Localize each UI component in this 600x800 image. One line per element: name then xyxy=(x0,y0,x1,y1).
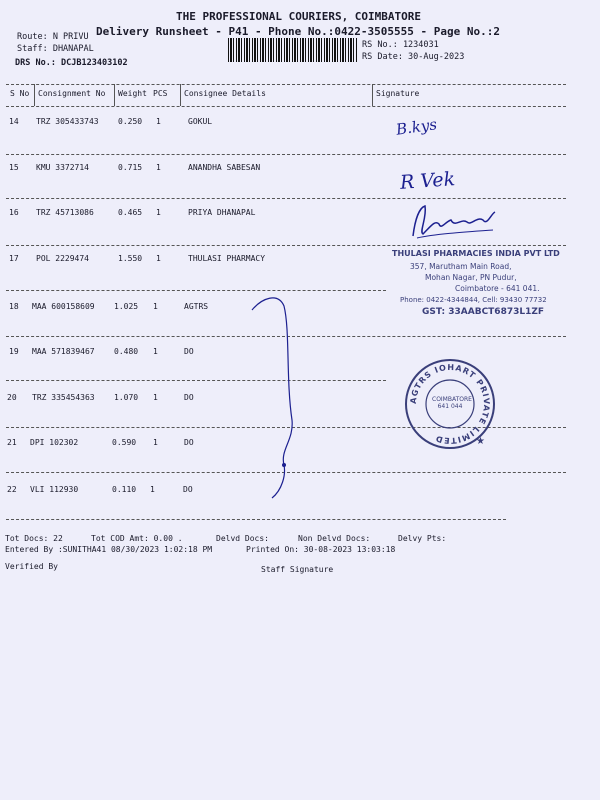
svg-text:★: ★ xyxy=(476,436,485,447)
total-cod-amount: Tot COD Amt: 0.00 . xyxy=(91,534,183,543)
row-weight: 1.550 xyxy=(118,254,143,263)
row-sno: 21 xyxy=(7,438,17,447)
total-docs: Tot Docs: 22 xyxy=(5,534,63,543)
staff-label: Staff: DHANAPAL xyxy=(17,44,94,54)
row-consignee: DO xyxy=(184,438,194,447)
row-sno: 19 xyxy=(9,347,19,356)
non-delivered-docs: Non Delvd Docs: xyxy=(298,534,371,543)
row-weight: 0.480 xyxy=(114,347,139,356)
row-pcs: 1 xyxy=(153,347,158,356)
row-consignment: TRZ 305433743 xyxy=(36,117,99,126)
row-consignee: THULASI PHARMACY xyxy=(188,254,266,263)
ditto-bracket-line xyxy=(250,290,310,510)
entered-by: Entered By :SUNITHA41 08/30/2023 1:02:18 PM xyxy=(5,545,213,554)
col-consignment: Consignment No xyxy=(38,89,106,98)
col-weight: Weight xyxy=(118,89,147,98)
verified-by-label: Verified By xyxy=(5,562,58,571)
row-pcs: 1 xyxy=(153,393,158,402)
row-sno: 15 xyxy=(9,163,19,172)
stamp-address1: 357, Marutham Main Road, xyxy=(410,262,512,271)
row-sno: 17 xyxy=(9,254,19,263)
row-consignee: DO xyxy=(183,485,193,494)
row-sno: 16 xyxy=(9,208,19,217)
row-consignee: DO xyxy=(184,393,194,402)
row-consignment: MAA 600158609 xyxy=(32,302,95,311)
delivery-points: Delvy Pts: xyxy=(398,534,447,543)
row-consignment: TRZ 335454363 xyxy=(32,393,95,402)
barcode-image xyxy=(228,38,358,62)
runsheet-subtitle: Delivery Runsheet - P41 - Phone No.:0422-3505555 - Page No.:2 xyxy=(96,25,500,38)
row-weight: 0.250 xyxy=(118,117,143,126)
row-consignee: PRIYA DHANAPAL xyxy=(188,208,256,217)
row-weight: 1.025 xyxy=(114,302,139,311)
row-weight: 0.715 xyxy=(118,163,143,172)
stamp-company: THULASI PHARMACIES INDIA PVT LTD xyxy=(392,249,560,258)
row-pcs: 1 xyxy=(153,302,158,311)
row-consignee: ANANDHA SABESAN xyxy=(188,163,261,172)
row-consignment: DPI 102302 xyxy=(30,438,79,447)
rs-number: RS No.: 1234031 xyxy=(362,40,439,50)
row-pcs: 1 xyxy=(156,117,161,126)
seal-ring-text: AGTRS IOHART PRIVATE LIMITED xyxy=(408,362,492,446)
row-consignee: DO xyxy=(184,347,194,356)
row-consignment: VLI 112930 xyxy=(30,485,79,494)
col-consignee: Consignee Details xyxy=(184,89,266,98)
signature-row15: R Vek xyxy=(399,168,456,194)
row-weight: 0.590 xyxy=(112,438,137,447)
row-pcs: 1 xyxy=(153,438,158,447)
seal-center-text: COIMBATORE 641 044 xyxy=(432,396,472,410)
route-label: Route: N PRIVU xyxy=(17,32,89,42)
signature-row14: B.kys xyxy=(394,115,439,139)
row-consignee: GOKUL xyxy=(188,117,213,126)
signature-row16-scribble xyxy=(405,198,500,243)
row-weight: 1.070 xyxy=(114,393,139,402)
printed-on: Printed On: 30-08-2023 13:03:18 xyxy=(246,545,396,554)
row-sno: 14 xyxy=(9,117,19,126)
row-pcs: 1 xyxy=(156,163,161,172)
row-consignment: POL 2229474 xyxy=(36,254,89,263)
page-title: THE PROFESSIONAL COURIERS, COIMBATORE xyxy=(176,10,422,23)
stamp-phone: Phone: 0422-4344844, Cell: 93430 77732 xyxy=(400,296,547,304)
staff-signature-label: Staff Signature xyxy=(261,565,334,574)
row-weight: 0.110 xyxy=(112,485,137,494)
header-bottom-divider xyxy=(6,106,566,107)
col-sno: S No xyxy=(10,89,30,98)
row-consignment: MAA 571839467 xyxy=(32,347,95,356)
row-weight: 0.465 xyxy=(118,208,143,217)
stamp-address2: Mohan Nagar, PN Pudur, xyxy=(425,273,517,282)
drs-number: DRS No.: DCJB123403102 xyxy=(15,58,128,68)
stamp-gst: GST: 33AABCT6873L1ZF xyxy=(422,307,545,317)
header-top-divider xyxy=(6,84,566,85)
row-pcs: 1 xyxy=(150,485,155,494)
col-pcs: PCS xyxy=(153,89,168,98)
row-consignee: AGTRS xyxy=(184,302,209,311)
row-sno: 22 xyxy=(7,485,17,494)
stamp-address3: Coimbatore - 641 041. xyxy=(455,284,540,293)
delivered-docs: Delvd Docs: xyxy=(216,534,269,543)
row-consignment: TRZ 45713086 xyxy=(36,208,94,217)
row-sno: 18 xyxy=(9,302,19,311)
row-sno: 20 xyxy=(7,393,17,402)
row-pcs: 1 xyxy=(156,208,161,217)
row-consignment: KMU 3372714 xyxy=(36,163,89,172)
rs-date: RS Date: 30-Aug-2023 xyxy=(362,52,465,62)
row-pcs: 1 xyxy=(156,254,161,263)
col-signature: Signature xyxy=(376,89,420,98)
